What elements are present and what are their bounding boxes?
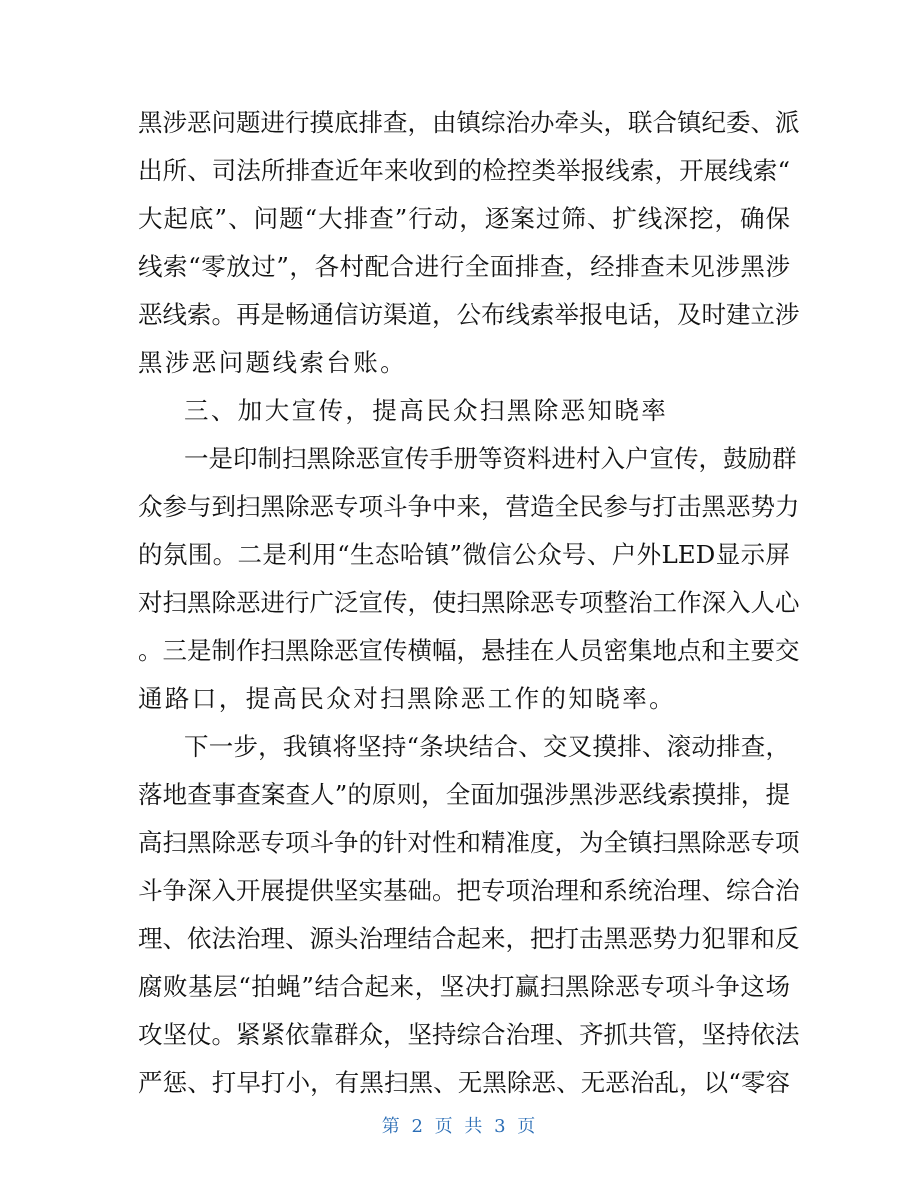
section-heading: 三、加大宣传，提高民众扫黑除恶知晓率 xyxy=(184,396,669,425)
body-text-line: 众参与到扫黑除恶专项斗争中来，营造全民参与打击黑恶势力 xyxy=(138,492,800,521)
body-text-line: 落地查事查案查人”的原则，全面加强涉黑涉恶线索摸排，提 xyxy=(138,780,790,809)
body-text-line: 黑涉恶问题进行摸底排查，由镇综治办牵头，联合镇纪委、派 xyxy=(138,108,800,137)
body-text-line: 恶线索。再是畅通信访渠道，公布线索举报电话，及时建立涉 xyxy=(138,300,800,329)
body-text-line: 黑涉恶问题线索台账。 xyxy=(138,348,407,377)
page-number-footer: 第 2 页 共 3 页 xyxy=(381,1116,539,1137)
body-text-line: 出所、司法所排查近年来收到的检控类举报线索，开展线索“ xyxy=(138,156,790,185)
body-text-line: 。三是制作扫黑除恶宣传横幅，悬挂在人员密集地点和主要交 xyxy=(138,636,800,665)
body-text-line: 斗争深入开展提供坚实基础。把专项治理和系统治理、综合治 xyxy=(138,876,800,905)
body-text-line: 高扫黑除恶专项斗争的针对性和精准度，为全镇扫黑除恶专项 xyxy=(138,828,800,857)
body-text-line: 大起底”、问题“大排查”行动，逐案过筛、扩线深挖，确保 xyxy=(138,204,790,233)
body-text-line: 理、依法治理、源头治理结合起来，把打击黑恶势力犯罪和反 xyxy=(138,924,800,953)
body-text-line: 通路口，提高民众对扫黑除恶工作的知晓率。 xyxy=(138,684,676,713)
body-text-line: 腐败基层“拍蝇”结合起来，坚决打赢扫黑除恶专项斗争这场 xyxy=(138,972,790,1001)
body-text-line: 攻坚仗。紧紧依靠群众，坚持综合治理、齐抓共管，坚持依法 xyxy=(138,1020,800,1049)
body-text-line: 一是印制扫黑除恶宣传手册等资料进村入户宣传，鼓励群 xyxy=(184,444,797,473)
body-text-line: 下一步，我镇将坚持“条块结合、交叉摸排、滚动排查， xyxy=(184,732,790,761)
body-text-line: 严惩、打早打小，有黑扫黑、无黑除恶、无恶治乱，以“零容 xyxy=(138,1068,790,1097)
body-text-line: 线索“零放过”，各村配合进行全面排查，经排查未见涉黑涉 xyxy=(138,252,790,281)
body-text-line: 对扫黑除恶进行广泛宣传，使扫黑除恶专项整治工作深入人心 xyxy=(138,588,800,617)
body-text-line: 的氛围。二是利用“生态哈镇”微信公众号、户外LED显示屏 xyxy=(138,540,790,569)
